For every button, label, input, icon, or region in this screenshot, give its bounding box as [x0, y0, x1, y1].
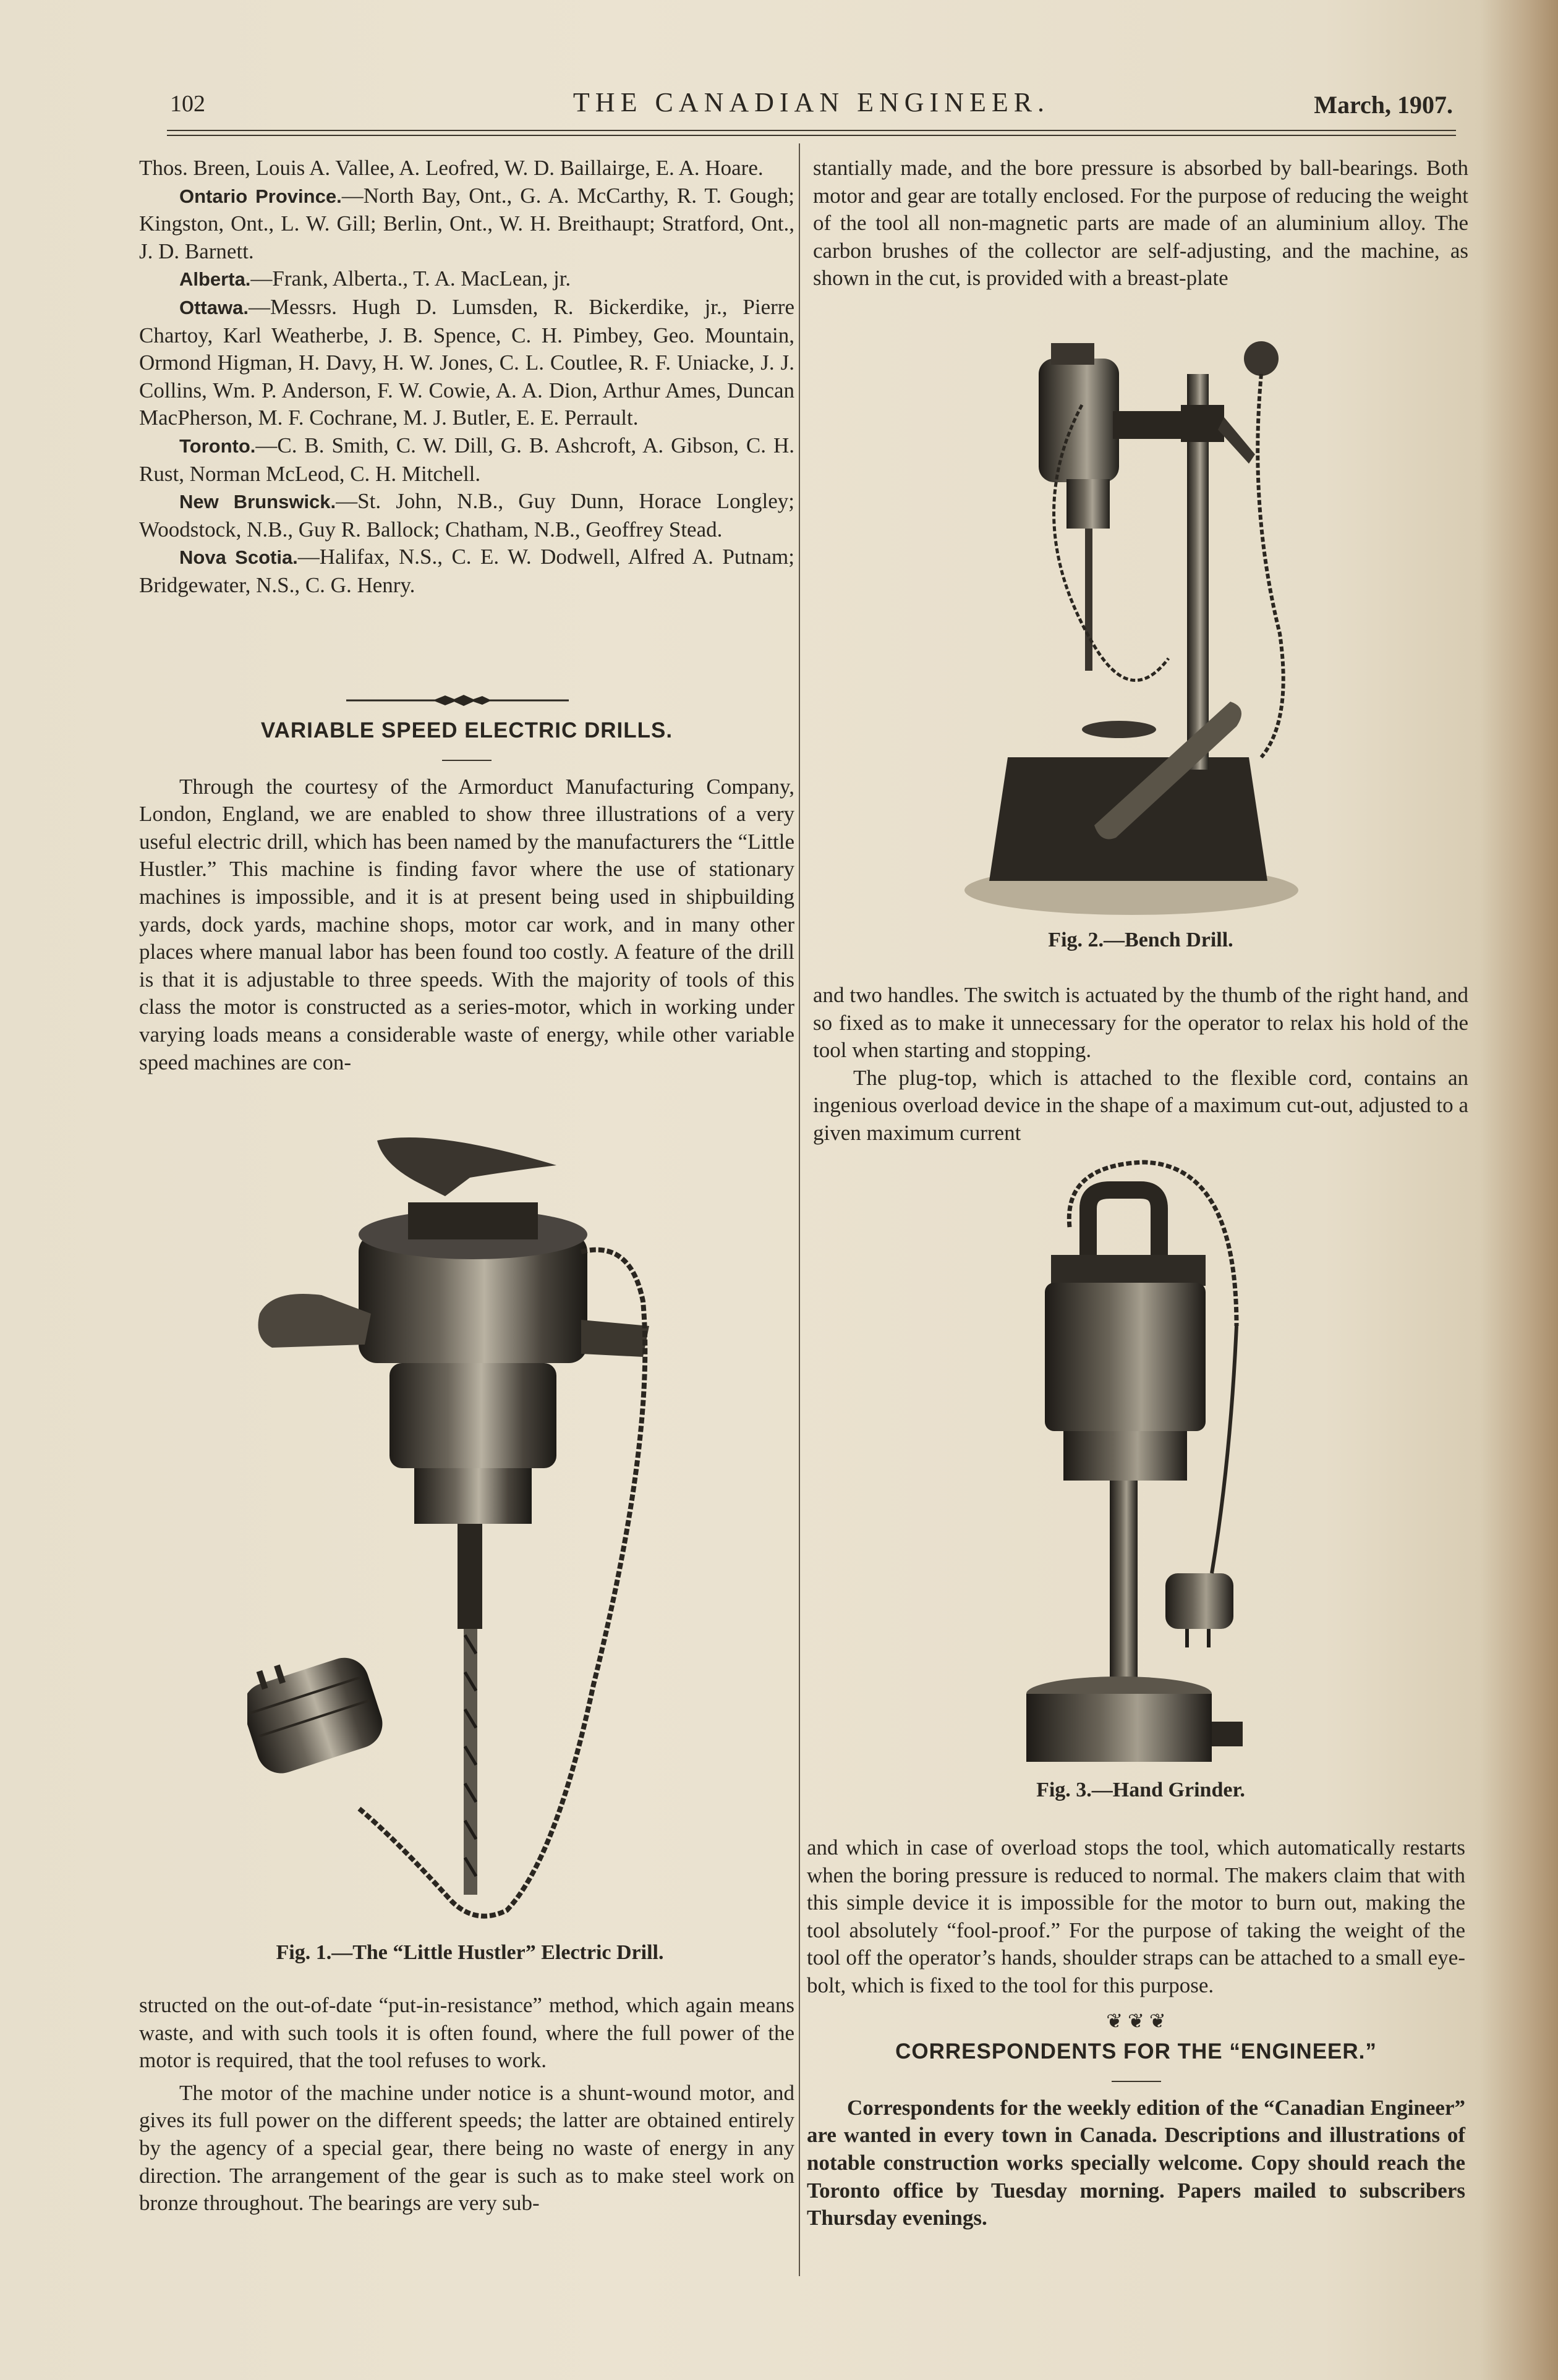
- list-continuation: Thos. Breen, Louis A. Vallee, A. Leofred, W. D. Baillairge, E. A. Hoare.: [139, 156, 764, 180]
- region-label: Toronto.: [179, 435, 256, 457]
- header-rule-top: [167, 130, 1456, 131]
- article-paragraph-6: The plug-top, which is attached to the flexible cord, contains an ingenious overload device in the shape of a maximum cut-out, adjusted to a given maximum current: [813, 1065, 1468, 1145]
- article-paragraph-7: and which in case of overload stops the tool, which automatically restarts when the boring pressure is reduced to normal. The makers claim that with this simple device it is impossible for the motor to burn out, making the tool absolutely “fool-proof.” For the purpose of taking the weight of the tool off the operator’s hands, shoulder straps can be attached to a small eye-bolt, which is fixed to the tool for this purpose.: [807, 1835, 1465, 1997]
- article-right-bottom: [807, 1834, 1465, 2232]
- ornament-divider: [346, 692, 569, 708]
- article-left-bottom: [139, 1992, 794, 2217]
- region-text: —C. B. Smith, C. W. Dill, G. B. Ashcroft, A. Gibson, C. H. Rust, Norman McLeod, C. H. Mitchell.: [139, 433, 794, 486]
- journal-title: THE CANADIAN ENGINEER.: [573, 87, 1050, 117]
- title-rule: [442, 760, 492, 761]
- article-title: VARIABLE SPEED ELECTRIC DRILLS.: [260, 718, 673, 742]
- list-entry-alberta: [139, 265, 794, 294]
- list-entry-new-brunswick: [139, 488, 794, 543]
- region-text: —Frank, Alberta., T. A. MacLean, jr.: [250, 266, 571, 291]
- running-header: [170, 87, 1453, 124]
- issue-date: March, 1907.: [1314, 91, 1453, 119]
- region-label: Ontario Province.: [179, 185, 342, 207]
- list-entry-nova-scotia: [139, 543, 794, 599]
- fig3-caption: Fig. 3.—Hand Grinder.: [1036, 1779, 1245, 1801]
- correspondents-title: CORRESPONDENTS FOR THE “ENGINEER.”: [895, 2039, 1377, 2064]
- region-label: New Brunswick.: [179, 491, 336, 513]
- correspondents-list: [139, 155, 794, 600]
- correspondents-notice: Correspondents for the weekly edition of the “Canadian Engineer” are wanted in every town in Canada. Descriptions and illustrations of notable construction works specially welcome. Copy should reach the Toronto office by Tuesday morning. Papers mailed to subscribers Thursday evenings.: [807, 2095, 1465, 2230]
- page-number: 102: [170, 91, 205, 117]
- region-label: Nova Scotia.: [179, 546, 298, 569]
- correspondents-rule: [1112, 2081, 1161, 2082]
- fig2-caption: Fig. 2.—Bench Drill.: [1048, 929, 1233, 951]
- list-entry-ottawa: [139, 294, 794, 432]
- list-entry-toronto: [139, 432, 794, 488]
- article-paragraph-3: The motor of the machine under notice is a shunt-wound motor, and gives its full power on the different speeds; the latter are obtained entirely by the agency of a special gear, there being no waste of energy in any direction. The arrangement of the gear is such as to make steel work on bronze throughout. The bearings are very sub-: [139, 2080, 794, 2216]
- article-paragraph-2: structed on the out-of-date “put-in-resistance” method, which again means waste, and with such tools it is often found, where the full power of the motor is required, that the tool refuses to work.: [139, 1993, 794, 2073]
- region-label: Ottawa.: [179, 296, 249, 318]
- little-hustler-drill-illustration: [247, 1128, 680, 1932]
- region-text: —Messrs. Hugh D. Lumsden, R. Bickerdike, jr., Pierre Chartoy, Karl Weatherbe, J. B. Spence, C. H. Pimbey, Geo. Mountain, Ormond Higman, H. Davy, H. W. Jones, C. L. Coutlee, R. F. Uniacke, J. J. Collins, Wm. P. Anderson, F. W. Cowie, A. A. Dion, Arthur Ames, Duncan MacPherson, M. F. Cochrane, M. J. Butler, E. E. Perrault.: [139, 294, 794, 430]
- article-right-top: [813, 155, 1468, 292]
- article-paragraph-5: and two handles. The switch is actuated by the thumb of the right hand, and so fixed as to make it unnecessary for the operator to relax his hold of the tool when starting and stopping.: [813, 983, 1468, 1063]
- article-paragraph-1: Through the courtesy of the Armorduct Manufacturing Company, London, England, we are enabled to show three illustrations of a very useful electric drill, which has been named by the manufacturers the “Little Hustler.” This machine is finding favor where the use of stationary machines is impossible, and it is at present being used in shipbuilding yards, dock yards, machine shops, motor car work, and in many other places where manual labor has been found too costly. A feature of the drill is that it is adjustable to three speeds. With the majority of tools of this class the motor is constructed as a series-motor, which in working under varying loads means a considerable waste of energy, while other variable speed machines are con-: [139, 774, 794, 1074]
- region-label: Alberta.: [179, 268, 251, 291]
- section-ornament: ❦ ❦ ❦: [1106, 2009, 1166, 2032]
- article-right-middle: [813, 982, 1468, 1147]
- column-divider: [799, 143, 800, 2276]
- list-entry-ontario: [139, 182, 794, 266]
- hand-grinder-illustration: [1008, 1153, 1286, 1771]
- region-text: —St. John, N.B., Guy Dunn, Horace Longley; Woodstock, N.B., Guy R. Ballock; Chatham, N.B., Geoffrey Stead.: [139, 489, 794, 542]
- bench-drill-illustration: [958, 325, 1305, 930]
- header-rule-bottom: [167, 135, 1456, 136]
- article-paragraph-4: stantially made, and the bore pressure is absorbed by ball-bearings. Both motor and gear are totally enclosed. For the purpose of reducing the weight of the tool all non-magnetic parts are made of an aluminium alloy. The carbon brushes of the collector are self-adjusting, and the machine, as shown in the cut, is provided with a breast-plate: [813, 156, 1468, 291]
- fig1-caption: Fig. 1.—The “Little Hustler” Electric Drill.: [276, 1941, 664, 1964]
- region-text: —Halifax, N.S., C. E. W. Dodwell, Alfred A. Putnam; Bridgewater, N.S., C. G. Henry.: [139, 545, 794, 597]
- article-left-column: [139, 717, 794, 1076]
- region-text: —North Bay, Ont., G. A. McCarthy, R. T. Gough; Kingston, Ont., L. W. Gill; Berlin, Ont., W. H. Breithaupt; Stratford, Ont., J. D. Barnett.: [139, 183, 794, 263]
